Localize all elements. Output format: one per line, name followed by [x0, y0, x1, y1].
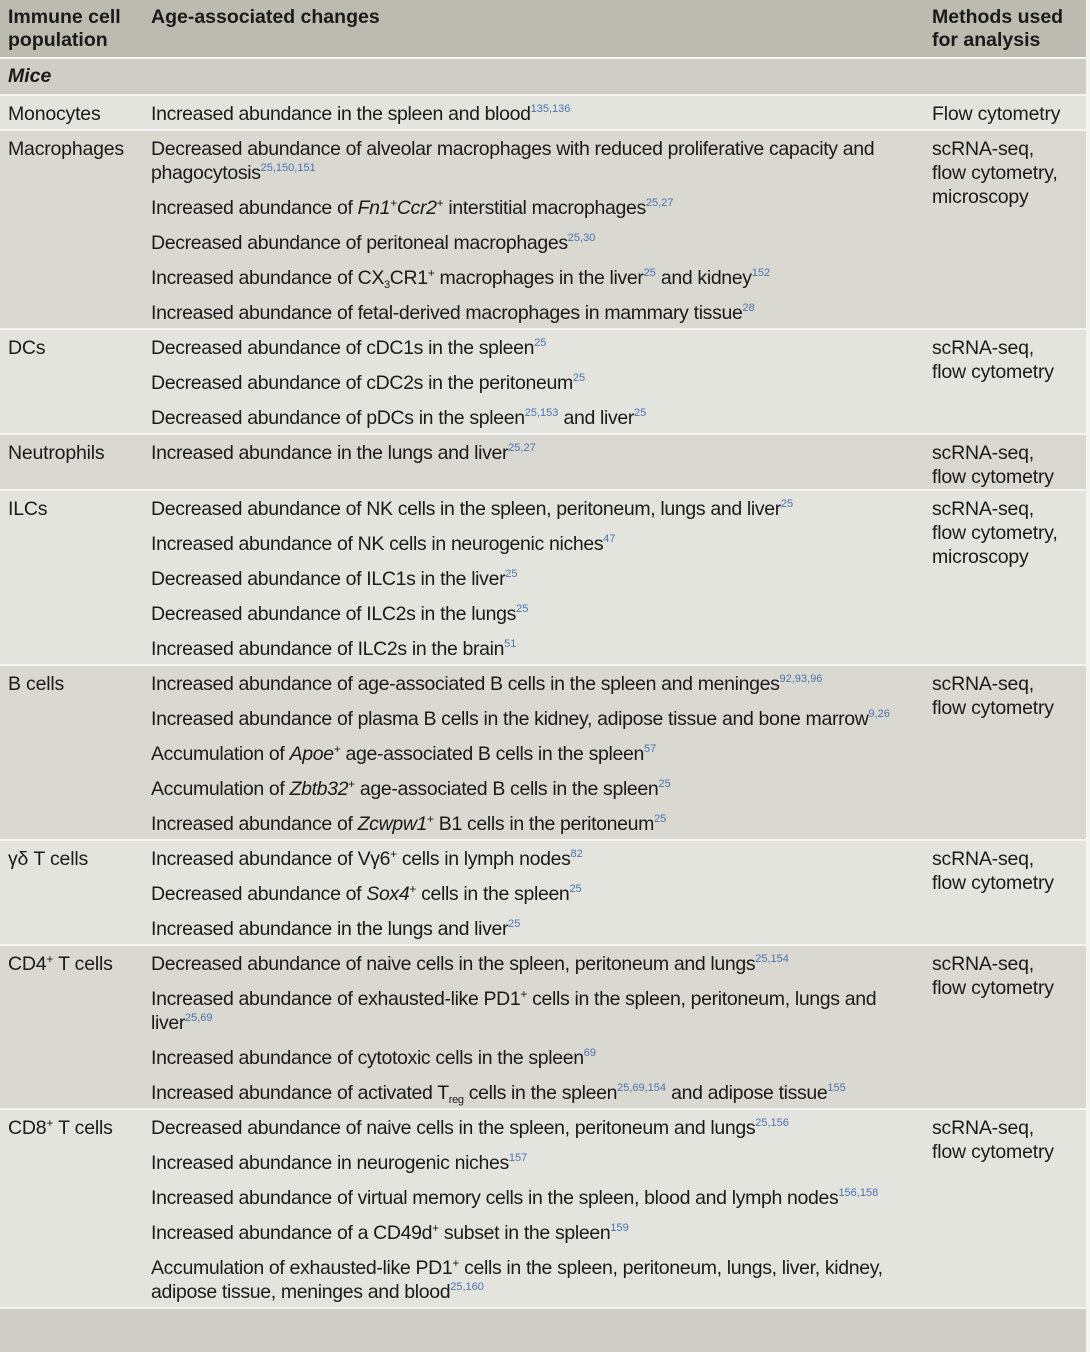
- change-text: Increased abundance of CX: [151, 267, 385, 289]
- changes-cell: [143, 435, 924, 489]
- change-text: Increased abundance in the spleen and blood: [151, 103, 531, 125]
- population-name: ILCs: [8, 498, 48, 520]
- superscript-plus: +: [390, 196, 397, 210]
- population-suffix: T cells: [53, 1117, 113, 1139]
- superscript-plus: +: [520, 987, 528, 1001]
- change-item: [151, 196, 924, 220]
- method-line: scRNA-seq,: [932, 1117, 1035, 1139]
- change-item: [151, 917, 924, 941]
- superscript-plus: +: [333, 742, 341, 756]
- header-methods-line1: Methods used: [932, 6, 1064, 28]
- header-methods: [924, 0, 1086, 57]
- change-text: Decreased abundance of naive cells in the spleen, peritoneum and lungs: [151, 953, 756, 975]
- change-text: macrophages in the liver: [434, 267, 644, 289]
- table-header: [0, 0, 1086, 59]
- change-item: [151, 1186, 924, 1210]
- reference-citation: 28: [742, 302, 755, 314]
- change-item: [151, 777, 924, 801]
- reference-citation: 92,93,96: [779, 673, 823, 685]
- changes-cell: [143, 946, 924, 1108]
- method-line: scRNA-seq,: [932, 498, 1035, 520]
- change-text: Decreased abundance of pDCs in the spleen: [151, 407, 525, 429]
- reference-citation: 69: [583, 1047, 596, 1059]
- change-text: cells in the spleen, peritoneum, lungs and liver: [151, 988, 877, 1034]
- population-name: CD8: [8, 1117, 47, 1139]
- method-line: flow cytometry,: [932, 162, 1058, 184]
- reference-citation: 25,30: [567, 232, 596, 244]
- change-text: Accumulation of exhausted-like PD1: [151, 1257, 453, 1279]
- changes-cell: [143, 96, 924, 129]
- change-item: [151, 742, 924, 766]
- reference-citation: 157: [508, 1152, 528, 1164]
- change-item: [151, 847, 924, 871]
- reference-citation: 25: [516, 603, 529, 615]
- change-text: Decreased abundance of naive cells in the spleen, peritoneum and lungs: [151, 1117, 756, 1139]
- population-name: Macrophages: [8, 138, 124, 160]
- reference-citation: 25,154: [755, 953, 789, 965]
- method-line: microscopy: [932, 546, 1029, 568]
- change-text: Accumulation of: [151, 743, 290, 765]
- reference-citation: 25: [505, 568, 518, 580]
- change-text: age-associated B cells in the spleen: [340, 743, 644, 765]
- reference-citation: 25,27: [645, 197, 674, 209]
- change-text: Increased abundance of cytotoxic cells in the spleen: [151, 1047, 584, 1069]
- method-line: flow cytometry,: [932, 522, 1058, 544]
- gene-name: Apoe: [289, 743, 334, 765]
- change-text: Decreased abundance of: [151, 883, 367, 905]
- reference-citation: 25: [534, 337, 547, 349]
- change-item: [151, 1151, 924, 1175]
- reference-citation: 156,158: [838, 1187, 879, 1199]
- reference-citation: 25: [643, 267, 656, 279]
- methods-cell: [924, 666, 1086, 839]
- reference-citation: 155: [827, 1082, 846, 1094]
- reference-citation: 9,26: [868, 708, 890, 720]
- gene-name: Sox4: [366, 883, 410, 905]
- change-text: Increased abundance of ILC2s in the brain: [151, 638, 505, 660]
- changes-cell: [143, 491, 924, 664]
- change-text: cells in lymph nodes: [396, 848, 571, 870]
- section-row-mice: [0, 59, 1086, 96]
- reference-citation: 25: [634, 407, 647, 419]
- method-line: scRNA-seq,: [932, 848, 1035, 870]
- change-text: interstitial macrophages: [443, 197, 646, 219]
- right-border: [1086, 0, 1090, 1352]
- header-population-line2: population: [8, 29, 108, 51]
- method-line: Flow cytometry: [932, 103, 1061, 125]
- superscript-plus: +: [452, 1256, 460, 1270]
- population-cell: [0, 330, 143, 433]
- change-item: [151, 336, 924, 360]
- population-cell: [0, 96, 143, 129]
- reference-citation: 25: [658, 778, 671, 790]
- change-text: Accumulation of: [151, 778, 290, 800]
- change-text: Increased abundance in the lungs and liver: [151, 442, 509, 464]
- population-suffix: T cells: [53, 953, 113, 975]
- reference-citation: 25,160: [450, 1281, 484, 1293]
- table-row: [0, 841, 1086, 946]
- change-text: and kidney: [655, 267, 752, 289]
- change-item: [151, 102, 924, 126]
- change-text: Increased abundance in the lungs and liver: [151, 918, 509, 940]
- change-item: [151, 952, 924, 976]
- gene-name: Zcwpw1: [357, 813, 428, 835]
- change-item: [151, 231, 924, 255]
- change-text: Decreased abundance of cDC1s in the spleen: [151, 337, 535, 359]
- reference-citation: 25: [780, 498, 794, 510]
- change-text: cells in the spleen: [463, 1082, 618, 1104]
- change-item: [151, 371, 924, 395]
- change-text: Increased abundance of NK cells in neurogenic niches: [151, 533, 604, 555]
- change-text: Decreased abundance of alveolar macrophages with reduced proliferative capacity and phagocytosis: [151, 138, 875, 184]
- changes-cell: [143, 841, 924, 944]
- header-methods-line2: for analysis: [932, 29, 1041, 51]
- subscript: 3: [384, 279, 390, 291]
- reference-citation: 25,27: [508, 442, 536, 454]
- change-text: cells in the spleen, peritoneum, lungs, liver, kidney, adipose tissue, meninges and blood: [151, 1257, 883, 1303]
- gene-name: Ccr2: [396, 197, 437, 219]
- change-text: and adipose tissue: [666, 1082, 828, 1104]
- table-row: [0, 1110, 1086, 1309]
- table-row: [0, 491, 1086, 666]
- method-line: scRNA-seq,: [932, 442, 1035, 464]
- change-text: CR1: [389, 267, 428, 289]
- reference-citation: 25,156: [755, 1117, 789, 1129]
- superscript-plus: +: [390, 847, 397, 861]
- population-cell: [0, 131, 143, 328]
- change-item: [151, 266, 924, 290]
- header-population: [0, 0, 143, 57]
- reference-citation: 47: [603, 533, 616, 545]
- change-item: [151, 1221, 924, 1245]
- table-row: [0, 946, 1086, 1110]
- method-line: flow cytometry: [932, 1141, 1054, 1163]
- gene-name: Zbtb32: [289, 778, 349, 800]
- change-text: Increased abundance of a CD49d: [151, 1222, 433, 1244]
- change-text: Decreased abundance of ILC2s in the lungs: [151, 603, 517, 625]
- change-item: [151, 1256, 924, 1304]
- subscript: reg: [448, 1094, 464, 1106]
- population-name: B cells: [8, 673, 65, 695]
- reference-citation: 25: [654, 813, 667, 825]
- population-superscript: +: [46, 1116, 54, 1130]
- method-line: flow cytometry: [932, 466, 1054, 488]
- methods-cell: [924, 491, 1086, 664]
- reference-citation: 25,150,151: [260, 162, 316, 174]
- header-changes: Age-associated changes: [151, 6, 380, 28]
- population-cell: [0, 491, 143, 664]
- change-item: [151, 812, 924, 836]
- reference-citation: 135,136: [530, 103, 571, 115]
- population-cell: [0, 1110, 143, 1307]
- section-label: Mice: [8, 65, 52, 87]
- change-text: Increased abundance of age-associated B cells in the spleen and meninges: [151, 673, 780, 695]
- reference-citation: 25: [572, 372, 586, 384]
- methods-cell: [924, 841, 1086, 944]
- method-line: flow cytometry: [932, 361, 1054, 383]
- change-item: [151, 406, 924, 430]
- method-line: microscopy: [932, 186, 1029, 208]
- population-name: Neutrophils: [8, 442, 105, 464]
- method-line: scRNA-seq,: [932, 673, 1035, 695]
- change-text: Increased abundance of Vγ6: [151, 848, 391, 870]
- change-text: Increased abundance of virtual memory cells in the spleen, blood and lymph nodes: [151, 1187, 839, 1209]
- superscript-plus: +: [436, 196, 444, 210]
- superscript-plus: +: [432, 1221, 439, 1235]
- table-row: [0, 131, 1086, 330]
- superscript-plus: +: [427, 812, 434, 826]
- change-item: [151, 301, 924, 325]
- change-item: [151, 532, 924, 556]
- superscript-plus: +: [427, 266, 435, 280]
- change-item: [151, 882, 924, 906]
- methods-cell: [924, 1110, 1086, 1307]
- table-row: [0, 435, 1086, 491]
- change-text: Increased abundance of activated T: [151, 1082, 449, 1104]
- population-name: DCs: [8, 337, 46, 359]
- reference-citation: 152: [751, 267, 771, 279]
- change-text: and liver: [558, 407, 635, 429]
- change-text: Increased abundance of fetal-derived macrophages in mammary tissue: [151, 302, 743, 324]
- change-text: cells in the spleen: [416, 883, 570, 905]
- change-text: Increased abundance of exhausted-like PD1: [151, 988, 521, 1010]
- changes-cell: [143, 330, 924, 433]
- population-cell: [0, 435, 143, 489]
- method-line: scRNA-seq,: [932, 953, 1035, 975]
- population-name: γδ T cells: [8, 848, 89, 870]
- methods-cell: [924, 96, 1086, 129]
- change-item: [151, 497, 924, 521]
- change-text: age-associated B cells in the spleen: [354, 778, 659, 800]
- changes-cell: [143, 1110, 924, 1307]
- change-item: [151, 1116, 924, 1140]
- table-row: [0, 330, 1086, 435]
- change-item: [151, 441, 924, 465]
- method-line: flow cytometry: [932, 977, 1054, 999]
- superscript-plus: +: [348, 777, 355, 791]
- changes-cell: [143, 666, 924, 839]
- reference-citation: 25,69,154: [617, 1082, 667, 1094]
- methods-cell: [924, 131, 1086, 328]
- population-superscript: +: [46, 952, 54, 966]
- reference-citation: 25: [508, 918, 521, 930]
- reference-citation: 25: [569, 883, 582, 895]
- table-body: [0, 96, 1086, 1309]
- change-item: [151, 637, 924, 661]
- change-item: [151, 672, 924, 696]
- change-text: Increased abundance of plasma B cells in the kidney, adipose tissue and bone marrow: [151, 708, 869, 730]
- change-text: subset in the spleen: [438, 1222, 611, 1244]
- reference-citation: 57: [643, 743, 657, 755]
- method-line: scRNA-seq,: [932, 337, 1035, 359]
- change-item: [151, 602, 924, 626]
- method-line: flow cytometry: [932, 872, 1054, 894]
- change-text: Increased abundance of: [151, 813, 358, 835]
- reference-citation: 51: [504, 638, 517, 650]
- population-name: CD4: [8, 953, 47, 975]
- change-item: [151, 707, 924, 731]
- change-text: B1 cells in the peritoneum: [433, 813, 655, 835]
- header-population-line1: Immune cell: [8, 6, 121, 28]
- change-item: [151, 567, 924, 591]
- superscript-plus: +: [409, 882, 416, 896]
- population-cell: [0, 946, 143, 1108]
- change-text: Increased abundance of: [151, 197, 358, 219]
- change-text: Decreased abundance of cDC2s in the peritoneum: [151, 372, 573, 394]
- method-line: scRNA-seq,: [932, 138, 1035, 160]
- reference-citation: 25,69: [185, 1012, 213, 1024]
- reference-citation: 159: [610, 1222, 629, 1234]
- population-cell: [0, 666, 143, 839]
- methods-cell: [924, 946, 1086, 1108]
- methods-cell: [924, 330, 1086, 433]
- table-row: [0, 666, 1086, 841]
- change-text: Decreased abundance of peritoneal macrophages: [151, 232, 568, 254]
- change-text: Decreased abundance of NK cells in the spleen, peritoneum, lungs and liver: [151, 498, 781, 520]
- reference-citation: 25,153: [524, 407, 559, 419]
- change-text: Increased abundance in neurogenic niches: [151, 1152, 509, 1174]
- table-row: [0, 96, 1086, 131]
- population-cell: [0, 841, 143, 944]
- reference-citation: 82: [570, 848, 583, 860]
- method-line: flow cytometry: [932, 697, 1054, 719]
- change-text: Decreased abundance of ILC1s in the liver: [151, 568, 506, 590]
- population-name: Monocytes: [8, 103, 101, 125]
- gene-name: Fn1: [357, 197, 391, 219]
- change-item: [151, 1081, 924, 1105]
- change-item: [151, 987, 924, 1035]
- change-item: [151, 1046, 924, 1070]
- change-item: [151, 137, 924, 185]
- changes-cell: [143, 131, 924, 328]
- methods-cell: [924, 435, 1086, 489]
